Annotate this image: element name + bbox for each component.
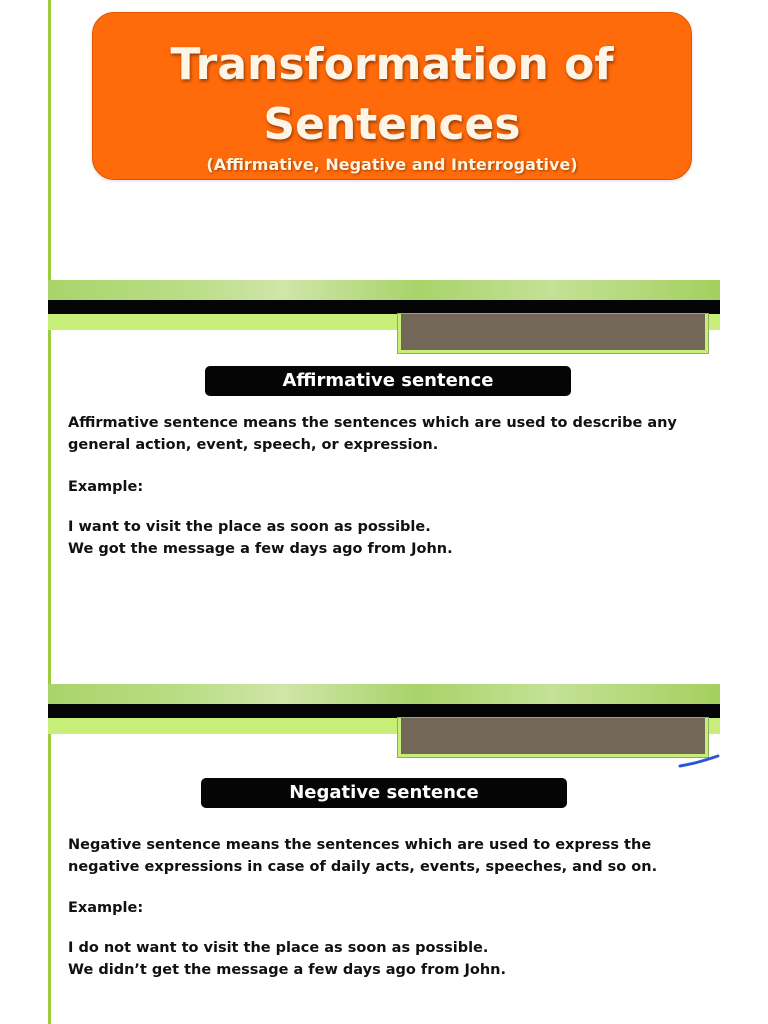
section-divider-band xyxy=(48,280,720,336)
divider-black-bar xyxy=(48,704,720,718)
example-sentence: We got the message a few days ago from John. xyxy=(68,541,453,557)
divider-green-stripe xyxy=(48,684,720,704)
affirmative-heading: Affirmative sentence xyxy=(205,366,571,396)
definition-line: Negative sentence means the sentences which are used to express the xyxy=(68,837,652,853)
page-subtitle: (Affirmative, Negative and Interrogative) xyxy=(206,155,578,174)
affirmative-definition xyxy=(68,412,708,456)
title-banner xyxy=(92,12,692,180)
example-sentence: We didn’t get the message a few days ago from John. xyxy=(68,962,507,978)
negative-example-label: Example: xyxy=(68,900,144,916)
definition-line: negative expressions in case of daily acts, events, speeches, and so on. xyxy=(68,859,658,875)
left-margin-line xyxy=(48,0,51,1024)
negative-heading: Negative sentence xyxy=(201,778,567,808)
divider-grey-box xyxy=(398,314,708,353)
example-sentence: I do not want to visit the place as soon as possible. xyxy=(68,940,489,956)
pen-mark-icon xyxy=(678,752,720,772)
negative-definition xyxy=(68,834,708,878)
divider-black-bar xyxy=(48,300,720,314)
affirmative-example-label: Example: xyxy=(68,479,144,495)
definition-line: Affirmative sentence means the sentences which are used to describe any xyxy=(68,415,677,431)
section-divider-band xyxy=(48,684,720,740)
definition-line: general action, event, speech, or expression. xyxy=(68,437,439,453)
divider-grey-box xyxy=(398,718,708,757)
affirmative-examples xyxy=(68,516,708,560)
example-sentence: I want to visit the place as soon as possible. xyxy=(68,519,431,535)
page-title: Transformation of Sentences xyxy=(170,39,614,150)
negative-examples xyxy=(68,937,708,981)
divider-green-stripe xyxy=(48,280,720,300)
